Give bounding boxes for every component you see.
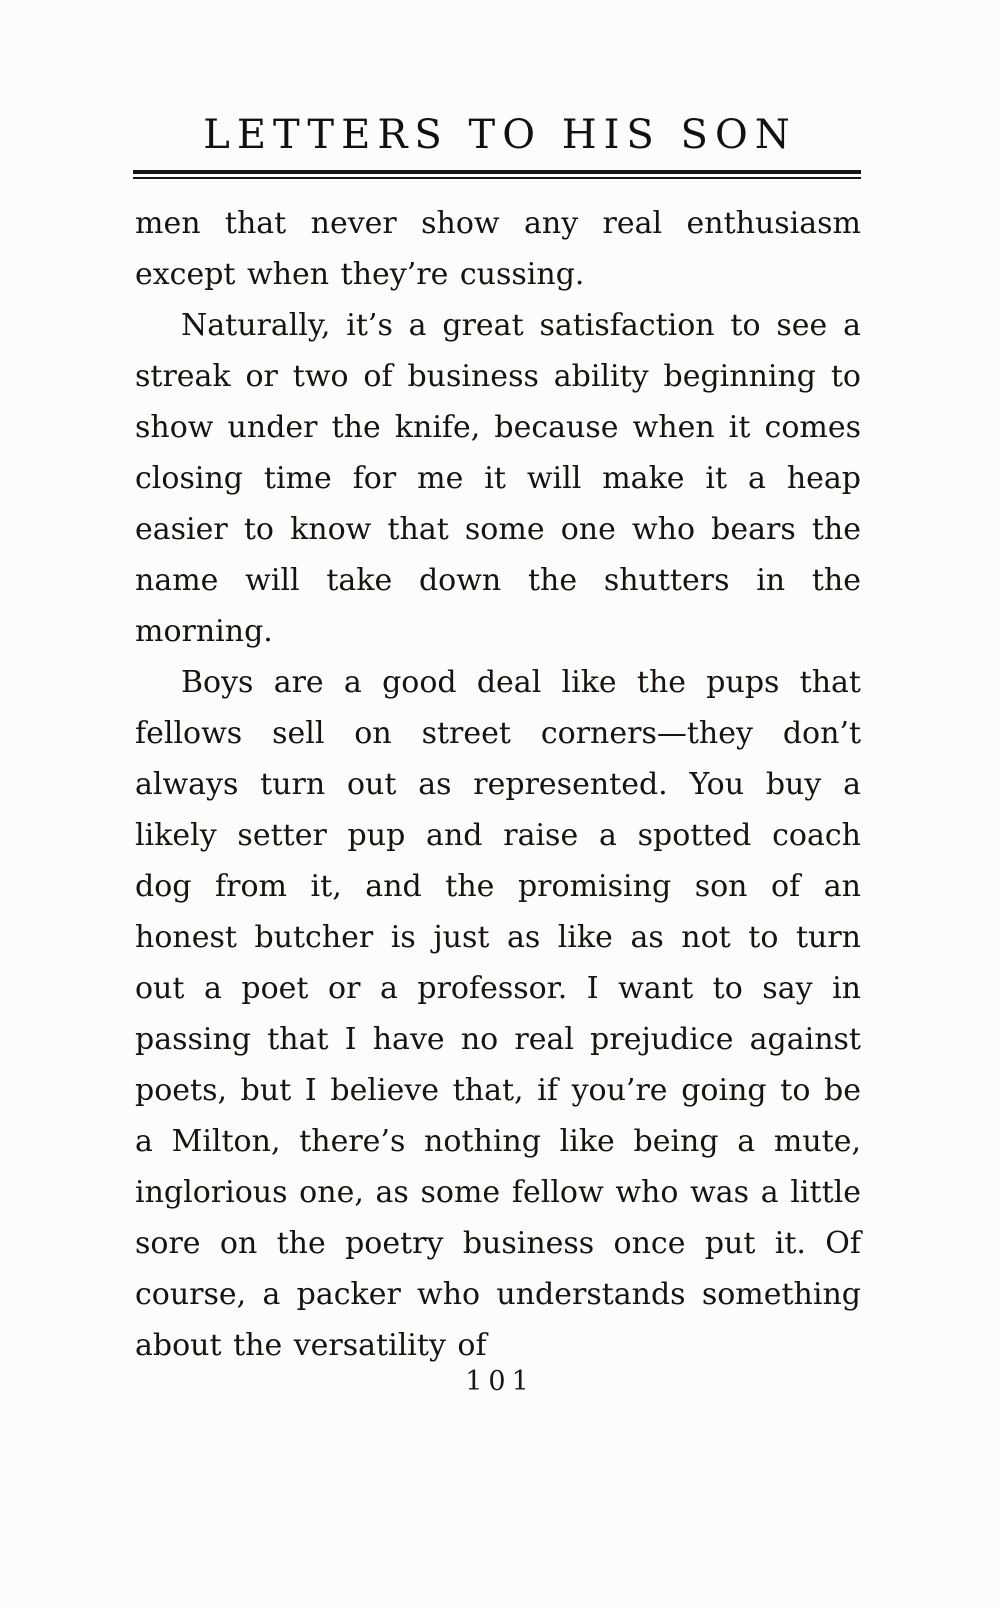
paragraph: Naturally, it’s a great satisfaction to see a streak or two of business ability beginning to show under the knife, because when it comes closing time for me it will make it a heap easier to know that some one who bears the name will take down the shutters in the morning.	[135, 308, 861, 649]
paragraph: Boys are a good deal like the pups that fellows sell on street corners—they don’t always turn out as represented. You buy a likely setter pup and raise a spotted coach dog from it, and the promising son of an honest butcher is just as like as not to turn out a poet or a professor. I want to say in passing that I have no real prejudice against poets, but I believe that, if you’re going to be a Milton, there’s nothing like being a mute, inglorious one, as some fellow who was a little sore on the poetry business once put it. Of course, a packer who understands something about the versatility of	[135, 665, 861, 1363]
paragraph: men that never show any real enthusiasm except when they’re cussing.	[135, 206, 861, 292]
body-text	[135, 198, 861, 1371]
header-rule	[133, 170, 861, 179]
page-number: 101	[465, 1366, 535, 1397]
page-header-title: LETTERS TO HIS SON	[203, 112, 797, 158]
